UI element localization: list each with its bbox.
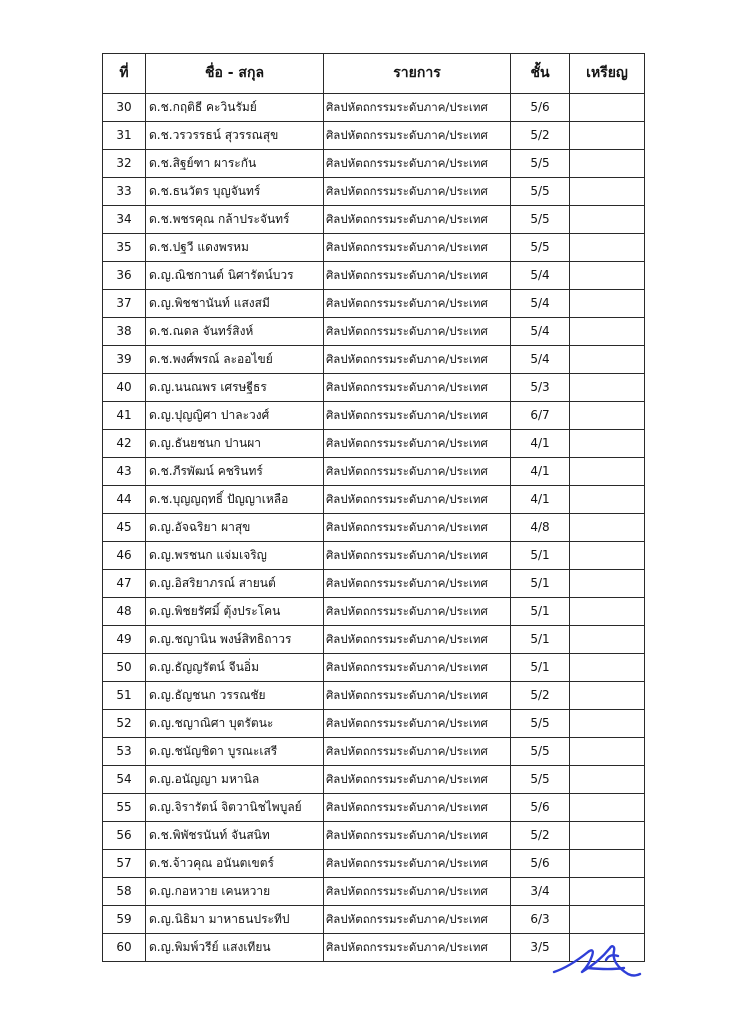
row-number: 42 [103, 430, 146, 458]
table-row [103, 598, 645, 626]
award-item: ศิลปหัตถกรรมระดับภาค/ประเทศ [324, 94, 511, 122]
table-row [103, 542, 645, 570]
student-name: ด.ช.กฤติธี คะวินรัมย์ [146, 94, 324, 122]
medal-cell [570, 178, 645, 206]
medal-cell [570, 822, 645, 850]
class-level: 5/3 [511, 374, 570, 402]
medal-cell [570, 402, 645, 430]
class-level: 5/5 [511, 710, 570, 738]
award-item: ศิลปหัตถกรรมระดับภาค/ประเทศ [324, 486, 511, 514]
medal-cell [570, 290, 645, 318]
class-level: 5/6 [511, 94, 570, 122]
student-name: ด.ญ.ชญานิน พงษ์สิทธิถาวร [146, 626, 324, 654]
student-name: ด.ญ.กอหวาย เคนหวาย [146, 878, 324, 906]
class-level: 5/5 [511, 738, 570, 766]
award-item: ศิลปหัตถกรรมระดับภาค/ประเทศ [324, 850, 511, 878]
table-row [103, 178, 645, 206]
medal-cell [570, 318, 645, 346]
class-level: 5/5 [511, 234, 570, 262]
row-number: 55 [103, 794, 146, 822]
award-item: ศิลปหัตถกรรมระดับภาค/ประเทศ [324, 542, 511, 570]
student-name: ด.ญ.ชญาณิศา บุตรัตนะ [146, 710, 324, 738]
award-item: ศิลปหัตถกรรมระดับภาค/ประเทศ [324, 626, 511, 654]
row-number: 33 [103, 178, 146, 206]
student-name: ด.ช.ณดล จันทร์สิงห์ [146, 318, 324, 346]
table-row [103, 346, 645, 374]
class-level: 5/1 [511, 542, 570, 570]
medal-cell [570, 234, 645, 262]
student-name: ด.ช.ธนวัตร บุญจันทร์ [146, 178, 324, 206]
medal-cell [570, 682, 645, 710]
award-item: ศิลปหัตถกรรมระดับภาค/ประเทศ [324, 766, 511, 794]
class-level: 3/5 [511, 934, 570, 962]
medal-cell [570, 598, 645, 626]
class-level: 3/4 [511, 878, 570, 906]
medal-cell [570, 514, 645, 542]
table-row [103, 514, 645, 542]
medal-cell [570, 570, 645, 598]
row-number: 45 [103, 514, 146, 542]
student-name: ด.ญ.ณิชกานต์ นิศารัตน์บวร [146, 262, 324, 290]
class-level: 5/4 [511, 318, 570, 346]
student-award-table [102, 53, 645, 962]
row-number: 52 [103, 710, 146, 738]
table-row [103, 906, 645, 934]
class-level: 5/6 [511, 850, 570, 878]
table-row [103, 94, 645, 122]
class-level: 5/4 [511, 346, 570, 374]
row-number: 59 [103, 906, 146, 934]
class-level: 5/5 [511, 150, 570, 178]
class-level: 4/1 [511, 430, 570, 458]
row-number: 46 [103, 542, 146, 570]
award-item: ศิลปหัตถกรรมระดับภาค/ประเทศ [324, 570, 511, 598]
row-number: 57 [103, 850, 146, 878]
student-name: ด.ญ.อัจฉริยา ผาสุข [146, 514, 324, 542]
medal-cell [570, 262, 645, 290]
award-item: ศิลปหัตถกรรมระดับภาค/ประเทศ [324, 458, 511, 486]
medal-cell [570, 206, 645, 234]
class-level: 5/1 [511, 654, 570, 682]
class-level: 6/7 [511, 402, 570, 430]
class-level: 5/5 [511, 206, 570, 234]
award-item: ศิลปหัตถกรรมระดับภาค/ประเทศ [324, 794, 511, 822]
medal-cell [570, 850, 645, 878]
row-number: 35 [103, 234, 146, 262]
medal-cell [570, 626, 645, 654]
row-number: 47 [103, 570, 146, 598]
medal-cell [570, 654, 645, 682]
class-level: 4/1 [511, 458, 570, 486]
student-name: ด.ช.สิฐย์ฑา ผาระกัน [146, 150, 324, 178]
medal-cell [570, 458, 645, 486]
row-number: 38 [103, 318, 146, 346]
table-row [103, 318, 645, 346]
class-level: 5/2 [511, 122, 570, 150]
medal-cell [570, 906, 645, 934]
table-row [103, 682, 645, 710]
row-number: 36 [103, 262, 146, 290]
class-level: 5/4 [511, 290, 570, 318]
student-name: ด.ช.ปฐวี แดงพรหม [146, 234, 324, 262]
award-item: ศิลปหัตถกรรมระดับภาค/ประเทศ [324, 178, 511, 206]
medal-cell [570, 430, 645, 458]
table-row [103, 402, 645, 430]
header-name: ชื่อ - สกุล [146, 54, 324, 94]
class-level: 5/5 [511, 766, 570, 794]
award-item: ศิลปหัตถกรรมระดับภาค/ประเทศ [324, 150, 511, 178]
medal-cell [570, 122, 645, 150]
class-level: 5/6 [511, 794, 570, 822]
student-name: ด.ช.พงศ์พรณ์ ละออไขย์ [146, 346, 324, 374]
medal-cell [570, 486, 645, 514]
table-row [103, 486, 645, 514]
table-row [103, 374, 645, 402]
table-header-row [103, 54, 645, 94]
award-item: ศิลปหัตถกรรมระดับภาค/ประเทศ [324, 682, 511, 710]
row-number: 50 [103, 654, 146, 682]
class-level: 5/1 [511, 570, 570, 598]
award-item: ศิลปหัตถกรรมระดับภาค/ประเทศ [324, 738, 511, 766]
row-number: 32 [103, 150, 146, 178]
medal-cell [570, 346, 645, 374]
class-level: 5/2 [511, 682, 570, 710]
row-number: 43 [103, 458, 146, 486]
header-no: ที่ [103, 54, 146, 94]
student-name: ด.ญ.พรชนก แจ่มเจริญ [146, 542, 324, 570]
table-row [103, 122, 645, 150]
class-level: 5/1 [511, 626, 570, 654]
row-number: 60 [103, 934, 146, 962]
row-number: 37 [103, 290, 146, 318]
student-name: ด.ญ.ปุญญิศา ปาละวงศ์ [146, 402, 324, 430]
row-number: 41 [103, 402, 146, 430]
award-item: ศิลปหัตถกรรมระดับภาค/ประเทศ [324, 878, 511, 906]
row-number: 34 [103, 206, 146, 234]
award-item: ศิลปหัตถกรรมระดับภาค/ประเทศ [324, 206, 511, 234]
class-level: 5/5 [511, 178, 570, 206]
row-number: 58 [103, 878, 146, 906]
student-name: ด.ญ.พิชยรัศมิ์ ตุ้งประโคน [146, 598, 324, 626]
table-row [103, 878, 645, 906]
student-name: ด.ช.วรวรรธน์ สุวรรณสุข [146, 122, 324, 150]
award-item: ศิลปหัตถกรรมระดับภาค/ประเทศ [324, 710, 511, 738]
header-item: รายการ [324, 54, 511, 94]
row-number: 54 [103, 766, 146, 794]
student-name: ด.ช.บุญญฤทธิ์ ปัญญาเหลือ [146, 486, 324, 514]
class-level: 5/1 [511, 598, 570, 626]
class-level: 4/1 [511, 486, 570, 514]
award-item: ศิลปหัตถกรรมระดับภาค/ประเทศ [324, 262, 511, 290]
signature-icon [548, 938, 644, 982]
table-row [103, 262, 645, 290]
student-name: ด.ญ.ธันยชนก ปานผา [146, 430, 324, 458]
row-number: 49 [103, 626, 146, 654]
medal-cell [570, 794, 645, 822]
row-number: 56 [103, 822, 146, 850]
medal-cell [570, 710, 645, 738]
student-name: ด.ญ.อิสริยาภรณ์ สายนต์ [146, 570, 324, 598]
table-row [103, 738, 645, 766]
row-number: 40 [103, 374, 146, 402]
table-row [103, 710, 645, 738]
award-item: ศิลปหัตถกรรมระดับภาค/ประเทศ [324, 290, 511, 318]
student-name: ด.ญ.นิธิมา มาหาธนประทีป [146, 906, 324, 934]
table-row [103, 234, 645, 262]
table-row [103, 458, 645, 486]
student-name: ด.ญ.อนัญญา มหานิล [146, 766, 324, 794]
student-name: ด.ช.จ้าวคุณ อนันตเขตร์ [146, 850, 324, 878]
student-name: ด.ญ.พิชชานันท์ แสงสมี [146, 290, 324, 318]
award-item: ศิลปหัตถกรรมระดับภาค/ประเทศ [324, 514, 511, 542]
table-row [103, 654, 645, 682]
header-class: ชั้น [511, 54, 570, 94]
medal-cell [570, 878, 645, 906]
student-name: ด.ญ.จิรารัตน์ จิตวานิชไพบูลย์ [146, 794, 324, 822]
class-level: 6/3 [511, 906, 570, 934]
row-number: 51 [103, 682, 146, 710]
medal-cell [570, 374, 645, 402]
row-number: 44 [103, 486, 146, 514]
row-number: 48 [103, 598, 146, 626]
row-number: 53 [103, 738, 146, 766]
award-item: ศิลปหัตถกรรมระดับภาค/ประเทศ [324, 346, 511, 374]
award-item: ศิลปหัตถกรรมระดับภาค/ประเทศ [324, 234, 511, 262]
student-name: ด.ญ.พิมพ์วรีย์ แสงเทียน [146, 934, 324, 962]
row-number: 30 [103, 94, 146, 122]
table-body [103, 94, 645, 962]
award-item: ศิลปหัตถกรรมระดับภาค/ประเทศ [324, 934, 511, 962]
row-number: 31 [103, 122, 146, 150]
table-row [103, 766, 645, 794]
medal-cell [570, 94, 645, 122]
award-item: ศิลปหัตถกรรมระดับภาค/ประเทศ [324, 822, 511, 850]
student-name: ด.ญ.ชนัญชิดา บูรณะเสรี [146, 738, 324, 766]
student-name: ด.ญ.ธัญชนก วรรณชัย [146, 682, 324, 710]
award-item: ศิลปหัตถกรรมระดับภาค/ประเทศ [324, 654, 511, 682]
award-item: ศิลปหัตถกรรมระดับภาค/ประเทศ [324, 318, 511, 346]
medal-cell [570, 766, 645, 794]
medal-cell [570, 150, 645, 178]
table-row [103, 206, 645, 234]
table-row [103, 570, 645, 598]
table-row [103, 850, 645, 878]
award-item: ศิลปหัตถกรรมระดับภาค/ประเทศ [324, 598, 511, 626]
award-item: ศิลปหัตถกรรมระดับภาค/ประเทศ [324, 374, 511, 402]
row-number: 39 [103, 346, 146, 374]
award-item: ศิลปหัตถกรรมระดับภาค/ประเทศ [324, 430, 511, 458]
award-item: ศิลปหัตถกรรมระดับภาค/ประเทศ [324, 402, 511, 430]
class-level: 5/4 [511, 262, 570, 290]
medal-cell [570, 738, 645, 766]
student-name: ด.ช.พชรคุณ กล้าประจันทร์ [146, 206, 324, 234]
student-name: ด.ญ.นนณพร เศรษฐีธร [146, 374, 324, 402]
student-name: ด.ช.พิพัชรนันท์ จันสนิท [146, 822, 324, 850]
header-medal: เหรียญ [570, 54, 645, 94]
table-row [103, 794, 645, 822]
student-name: ด.ช.ภีรพัฒน์ คชรินทร์ [146, 458, 324, 486]
medal-cell [570, 542, 645, 570]
award-item: ศิลปหัตถกรรมระดับภาค/ประเทศ [324, 122, 511, 150]
table-row [103, 150, 645, 178]
award-item: ศิลปหัตถกรรมระดับภาค/ประเทศ [324, 906, 511, 934]
table-row [103, 822, 645, 850]
class-level: 5/2 [511, 822, 570, 850]
table-row [103, 430, 645, 458]
table-row [103, 290, 645, 318]
table-row [103, 626, 645, 654]
student-name: ด.ญ.ธัญญรัตน์ จีนอิ่ม [146, 654, 324, 682]
class-level: 4/8 [511, 514, 570, 542]
